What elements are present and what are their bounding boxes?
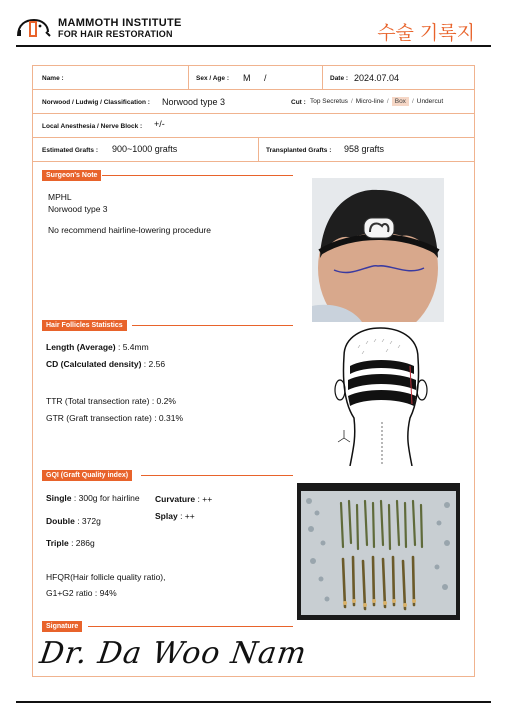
cut-option-box[interactable]: Box bbox=[392, 97, 409, 106]
ttr-label: TTR (Total transection rate) bbox=[46, 396, 150, 406]
doctor-signature: Dr. Da Woo Nam bbox=[37, 636, 310, 671]
single-value: : 300g for hairline bbox=[73, 493, 140, 503]
signature-tag: Signature bbox=[42, 621, 82, 632]
date-label: Date : bbox=[330, 75, 349, 82]
gqi-heading bbox=[42, 470, 293, 481]
mammoth-logo-icon bbox=[16, 16, 52, 40]
form-row-anesthesia bbox=[33, 114, 474, 138]
patient-head-photo bbox=[312, 178, 444, 322]
anesthesia-label: Local Anesthesia / Nerve Block : bbox=[42, 123, 143, 130]
gtr-row bbox=[46, 413, 183, 423]
curvature-row bbox=[155, 494, 212, 504]
gtr-value: : 0.31% bbox=[154, 413, 184, 423]
footer-divider bbox=[16, 701, 491, 703]
hfqr-line-1: HFQR(Hair follicle quality ratio), bbox=[46, 572, 166, 582]
section-rule bbox=[88, 626, 293, 627]
graft-photo bbox=[297, 483, 460, 620]
splay-label: Splay bbox=[155, 511, 178, 521]
cd-label: CD (Calculated density) bbox=[46, 359, 142, 369]
classification-label: Norwood / Ludwig / Classification : bbox=[42, 99, 150, 106]
single-row bbox=[46, 493, 140, 503]
cut-options: Top Secretus / Micro-line / Box / Undercut bbox=[310, 98, 444, 105]
logo-line2: FOR HAIR RESTORATION bbox=[58, 29, 173, 39]
splay-value: : ++ bbox=[180, 511, 195, 521]
single-label: Single bbox=[46, 493, 72, 503]
length-value: : 5.4mm bbox=[117, 342, 149, 352]
length-row bbox=[46, 342, 149, 352]
age-separator: / bbox=[264, 73, 267, 83]
follicles-tag: Hair Follicles Statistics bbox=[42, 320, 127, 331]
hfqr-line-2: G1+G2 ratio : 94% bbox=[46, 588, 117, 598]
divider bbox=[258, 138, 259, 162]
splay-row bbox=[155, 511, 195, 521]
triple-value: : 286g bbox=[71, 538, 95, 548]
length-label: Length (Average) bbox=[46, 342, 116, 352]
divider bbox=[322, 66, 323, 90]
header-divider bbox=[16, 45, 491, 47]
cd-value: : 2.56 bbox=[143, 359, 166, 369]
cut-option-micro-line[interactable]: Micro-line bbox=[355, 98, 384, 105]
cut-option-top-secretus[interactable]: Top Secretus bbox=[310, 98, 348, 105]
section-rule bbox=[141, 475, 293, 476]
form-row-classification bbox=[33, 90, 474, 114]
surgeons-note-tag: Surgeon's Note bbox=[42, 170, 101, 181]
form-row-grafts bbox=[33, 138, 474, 162]
sex-age-label: Sex / Age : bbox=[196, 75, 229, 82]
form-row-name bbox=[33, 66, 474, 90]
name-label: Name : bbox=[42, 75, 64, 82]
estimated-grafts-value: 900~1000 grafts bbox=[112, 144, 178, 154]
transplanted-grafts-label: Transplanted Grafts : bbox=[266, 147, 332, 154]
note-line-1: MPHL bbox=[48, 192, 72, 202]
section-rule bbox=[102, 175, 293, 176]
donor-area-diagram bbox=[324, 326, 434, 466]
ttr-row bbox=[46, 396, 176, 406]
double-label: Double bbox=[46, 516, 75, 526]
gqi-tag: GQI (Graft Quality index) bbox=[42, 470, 132, 481]
curvature-label: Curvature bbox=[155, 494, 196, 504]
triple-row bbox=[46, 538, 95, 548]
surgeons-note-heading bbox=[42, 170, 293, 181]
classification-value: Norwood type 3 bbox=[162, 97, 226, 107]
ttr-value: : 0.2% bbox=[151, 396, 176, 406]
note-line-3: No recommend hairline-lowering procedure bbox=[48, 225, 211, 235]
divider bbox=[188, 66, 189, 90]
cut-label: Cut : bbox=[291, 99, 306, 106]
cut-option-undercut[interactable]: Undercut bbox=[416, 98, 444, 105]
anesthesia-value: +/- bbox=[154, 119, 165, 129]
follicles-heading bbox=[42, 320, 293, 331]
section-rule bbox=[132, 325, 293, 326]
sex-value: M bbox=[243, 73, 251, 83]
transplanted-grafts-value: 958 grafts bbox=[344, 144, 385, 154]
gtr-label: GTR (Graft transection rate) bbox=[46, 413, 152, 423]
document-title: 수술 기록지 bbox=[377, 22, 475, 44]
double-row bbox=[46, 516, 101, 526]
estimated-grafts-label: Estimated Grafts : bbox=[42, 147, 98, 154]
note-line-2: Norwood type 3 bbox=[48, 204, 108, 214]
logo-line1: MAMMOTH INSTITUTE bbox=[58, 17, 182, 29]
curvature-value: : ++ bbox=[197, 494, 213, 504]
signature-heading bbox=[42, 621, 293, 632]
double-value: : 372g bbox=[77, 516, 101, 526]
date-value: 2024.07.04 bbox=[354, 73, 400, 83]
cd-row bbox=[46, 359, 165, 369]
triple-label: Triple bbox=[46, 538, 69, 548]
